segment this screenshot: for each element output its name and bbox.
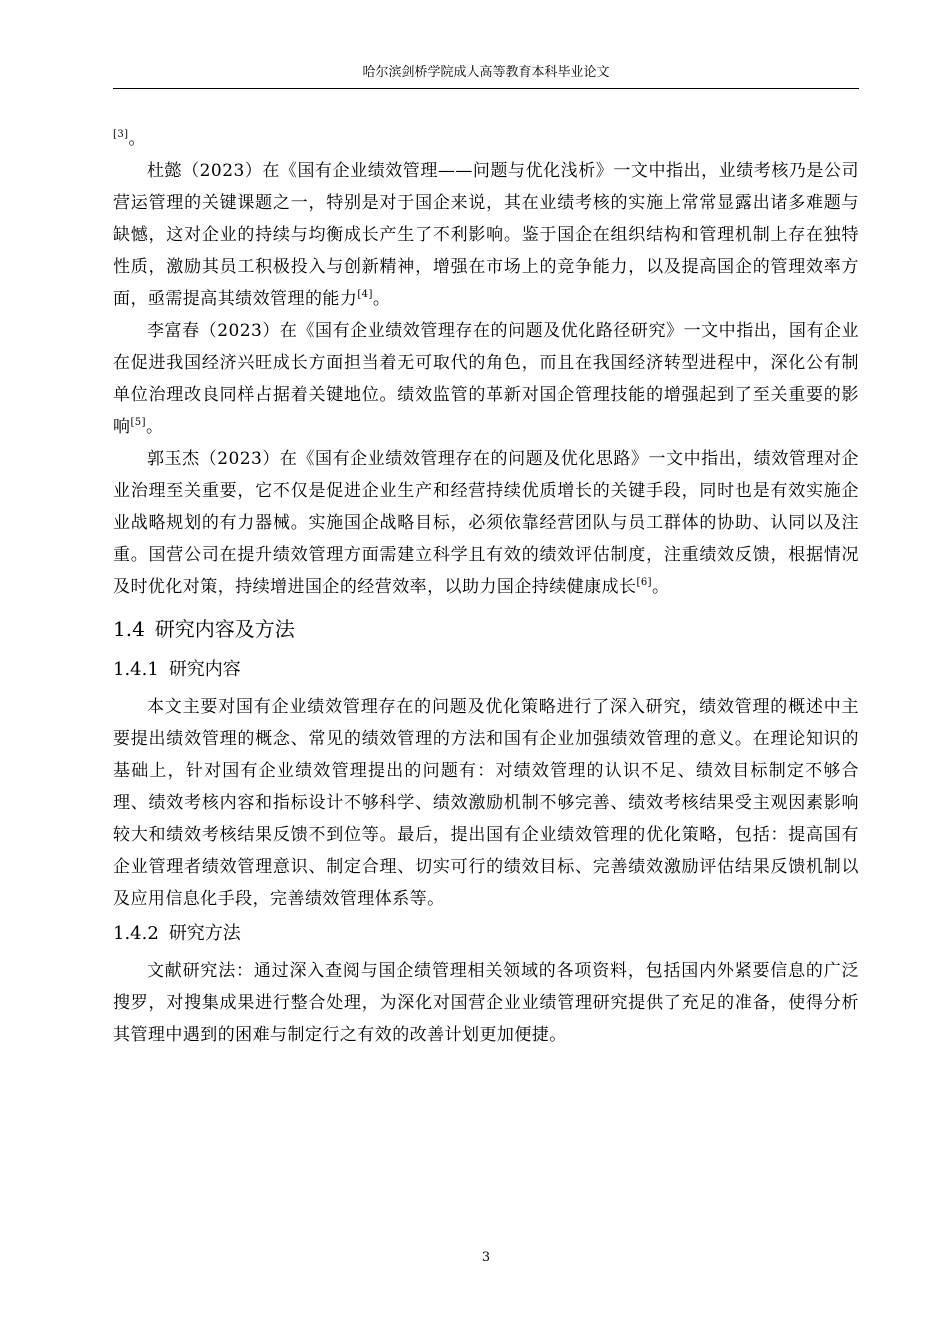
subsection-heading-1-4-1	[113, 653, 859, 687]
paragraph-li-fuchun	[113, 315, 859, 443]
paragraph-end-mark: 。	[372, 289, 391, 309]
paragraph-research-content: 本文主要对国有企业绩效管理存在的问题及优化策略进行了深入研究，绩效管理的概述中主要提出绩效管理的概念、常见的绩效管理的方法和国有企业加强绩效管理的意义。在理论知识的基础上，针对国有企业绩效管理提出的问题有：对绩效管理的认识不足、绩效目标制定不够合理、绩效考核内容和指标设计不够科学、绩效激励机制不够完善、绩效考核结果受主观因素影响较大和绩效考核结果反馈不到位等。最后，提出国有企业绩效管理的优化策略，包括：提高国有企业管理者绩效管理意识、制定合理、切实可行的绩效目标、完善绩效激励评估结果反馈机制以及应用信息化手段，完善绩效管理体系等。	[113, 697, 859, 909]
section-title: 研究内容及方法	[154, 617, 295, 641]
section-heading-1-4	[113, 609, 859, 649]
running-header: 哈尔滨剑桥学院成人高等教育本科毕业论文	[362, 65, 610, 80]
paragraph-guo-yujie	[113, 443, 859, 603]
subsection-heading-1-4-2	[113, 917, 859, 951]
paragraph-continuation	[113, 123, 859, 155]
header-divider	[113, 88, 859, 89]
paragraph-du-yi	[113, 155, 859, 315]
citation-5: [5]	[130, 417, 146, 428]
section-number: 1.4	[113, 617, 145, 641]
paragraph-end-mark: 。	[652, 577, 670, 597]
subsection-title: 研究方法	[168, 923, 241, 944]
citation-6: [6]	[636, 577, 653, 588]
subsection-number: 1.4.1	[113, 659, 159, 680]
citation-4: [4]	[357, 289, 373, 300]
page-number: 3	[481, 1250, 491, 1265]
paragraph-research-method: 文献研究法：通过深入查阅与国企绩管理相关领域的各项资料，包括国内外紧要信息的广泛搜罗，对搜集成果进行整合处理，为深化对国营企业业绩管理研究提供了充足的准备，使得分析其管理中遇到的困难与制定行之有效的改善计划更加便捷。	[113, 961, 859, 1045]
paragraph-end-mark: 。	[145, 417, 164, 437]
subsection-number: 1.4.2	[113, 923, 159, 944]
citation-3: [3]	[113, 129, 129, 140]
subsection-title: 研究内容	[168, 659, 241, 680]
paragraph-text: 李富春（2023）在《国有企业绩效管理存在的问题及优化路径研究》一文中指出，国有企业在促进我国经济兴旺成长方面担当着无可取代的角色，而且在我国经济转型进程中，深化公有制单位治理改良同样占据着关键地位。绩效监管的革新对国企管理技能的增强起到了至关重要的影响	[113, 321, 859, 437]
paragraph-text: 杜懿（2023）在《国有企业绩效管理——问题与优化浅析》一文中指出，业绩考核乃是公司营运管理的关键课题之一，特别是对于国企来说，其在业绩考核的实施上常常显露出诸多难题与缺憾，这对企业的持续与均衡成长产生了不利影响。鉴于国企在组织结构和管理机制上存在独特性质，激励其员工积极投入与创新精神，增强在市场上的竞争能力，以及提高国企的管理效率方面，亟需提高其绩效管理的能力	[113, 161, 859, 309]
paragraph-text: 郭玉杰（2023）在《国有企业绩效管理存在的问题及优化思路》一文中指出，绩效管理对企业治理至关重要，它不仅是促进企业生产和经营持续优质增长的关键手段，同时也是有效实施企业战略规划的有力器械。实施国企战略目标，必须依靠经营团队与员工群体的协助、认同以及注重。国营公司在提升绩效管理方面需建立科学且有效的绩效评估制度，注重绩效反馈，根据情况及时优化对策，持续增进国企的经营效率，以助力国企持续健康成长	[113, 449, 859, 597]
page-body	[113, 123, 859, 1051]
paragraph-end-mark: 。	[128, 129, 146, 149]
